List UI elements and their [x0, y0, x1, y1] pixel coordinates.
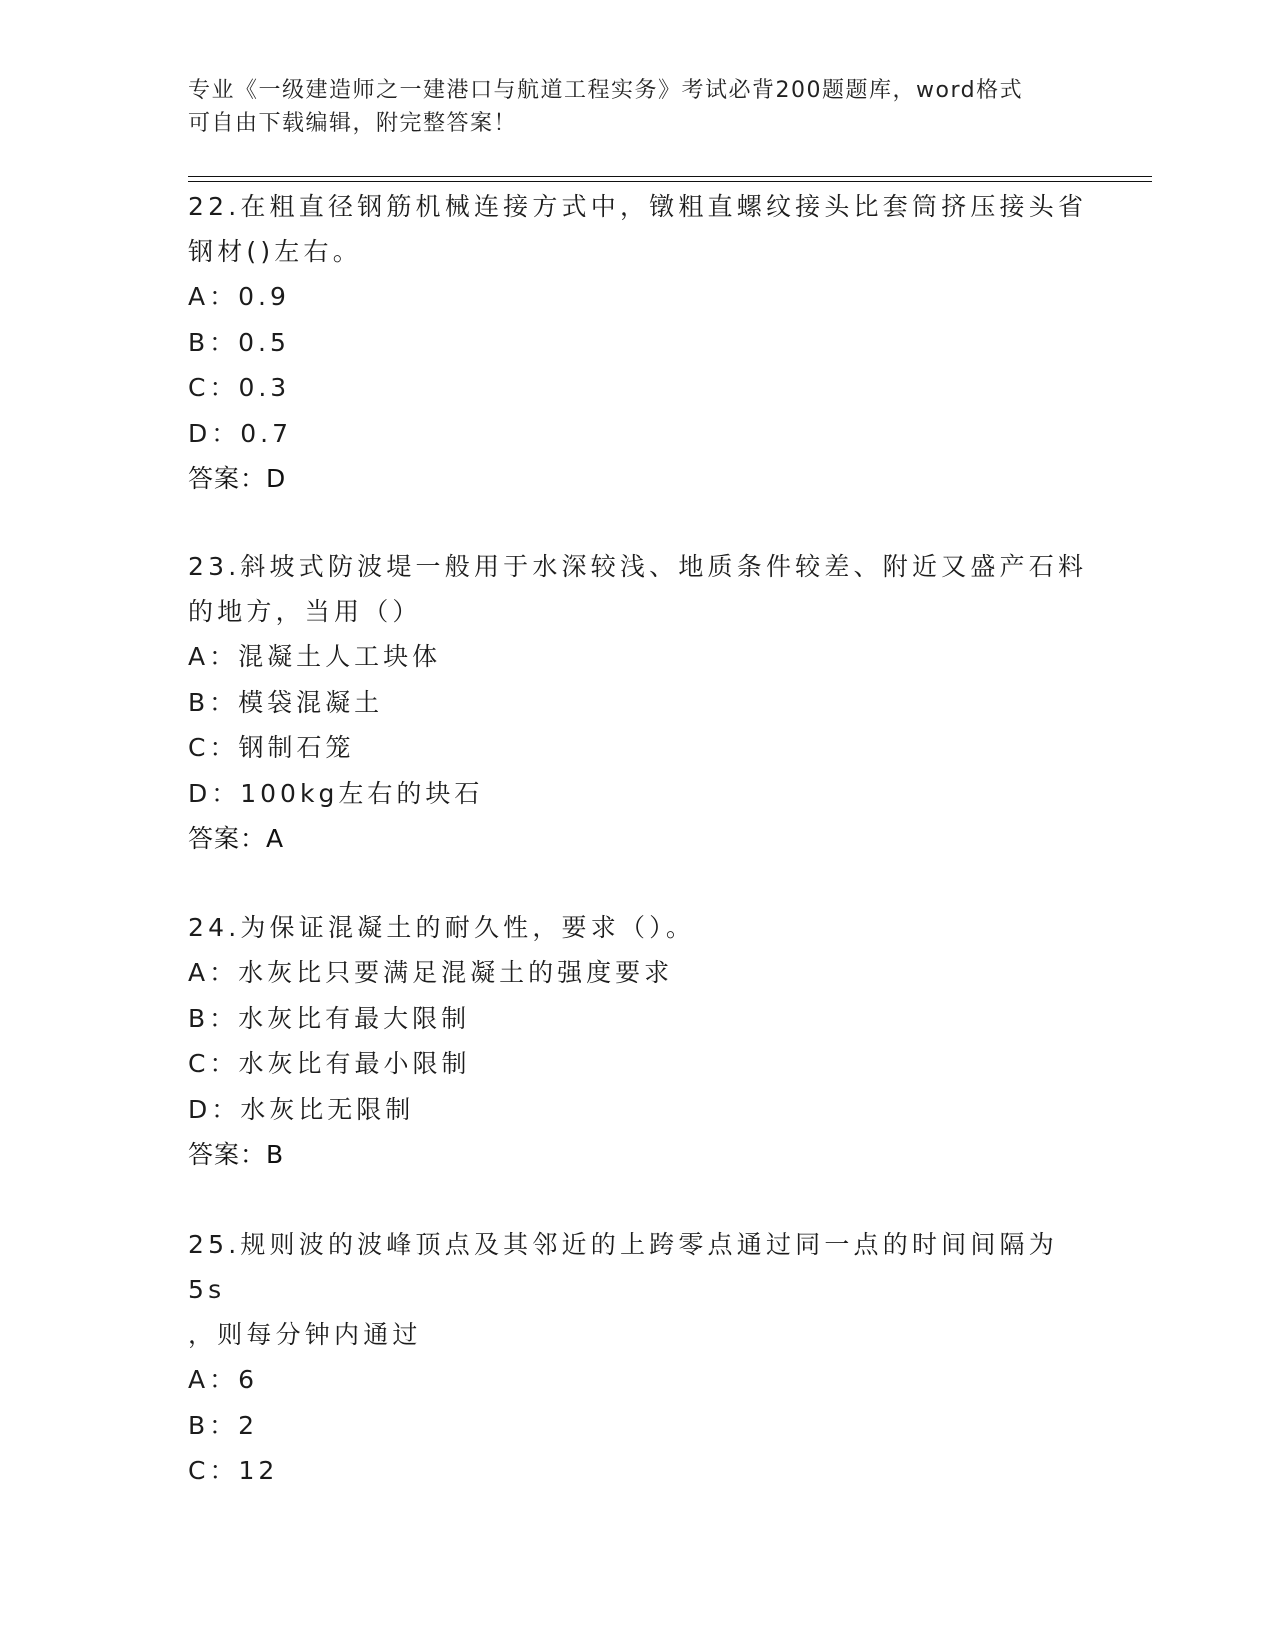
answer-label: 答案：	[188, 1140, 267, 1169]
question-22	[188, 184, 1088, 501]
question-stem-line: ，则每分钟内通过	[188, 1320, 422, 1349]
option-a: A：6	[188, 1365, 259, 1394]
question-stem-line: 22.在粗直径钢筋机械连接方式中，镦粗直螺纹接头比套筒挤压接头省	[188, 192, 1088, 221]
header-divider-top	[188, 176, 1152, 177]
question-25	[188, 1222, 1088, 1494]
document-header	[188, 74, 1068, 140]
answer-label: 答案：	[188, 464, 267, 493]
header-divider-bottom	[188, 181, 1152, 182]
answer-line	[188, 816, 1088, 861]
option-a: A：混凝土人工块体	[188, 642, 442, 671]
option-c: C：12	[188, 1456, 279, 1485]
answer-line	[188, 1132, 1088, 1177]
question-stem-line: 25.规则波的波峰顶点及其邻近的上跨零点通过同一点的时间间隔为5s	[188, 1230, 1058, 1304]
answer-label: 答案：	[188, 824, 267, 853]
option-d: D：0.7	[188, 418, 293, 448]
option-c: C：0.3	[188, 373, 291, 402]
answer-value: B	[266, 1140, 285, 1169]
header-line-2: 可自由下载编辑，附完整答案！	[188, 111, 518, 136]
option-a: A：0.9	[188, 282, 290, 311]
answer-value: A	[266, 824, 285, 853]
option-b: B：2	[188, 1410, 259, 1440]
answer-value: D	[266, 464, 287, 493]
option-c: C：钢制石笼	[188, 733, 355, 762]
question-24	[188, 905, 1088, 1177]
question-stem-line: 24.为保证混凝土的耐久性，要求（）。	[188, 913, 696, 942]
question-23	[188, 544, 1088, 861]
header-line-1: 专业《一级建造师之一建港口与航道工程实务》考试必背200题题库，word格式	[188, 78, 1024, 103]
option-c: C：水灰比有最小限制	[188, 1049, 471, 1078]
question-stem-line: 钢材()左右。	[188, 237, 362, 266]
answer-line	[188, 456, 1088, 501]
option-d: D：水灰比无限制	[188, 1094, 415, 1124]
option-b: B：水灰比有最大限制	[188, 1003, 471, 1033]
question-stem-line: 23.斜坡式防波堤一般用于水深较浅、地质条件较差、附近又盛产石料	[188, 552, 1088, 581]
option-a: A：水灰比只要满足混凝土的强度要求	[188, 958, 674, 987]
option-b: B：模袋混凝土	[188, 687, 384, 717]
question-stem-line: 的地方，当用（）	[188, 597, 422, 626]
option-d: D：100kg左右的块石	[188, 778, 484, 808]
option-b: B：0.5	[188, 327, 290, 357]
